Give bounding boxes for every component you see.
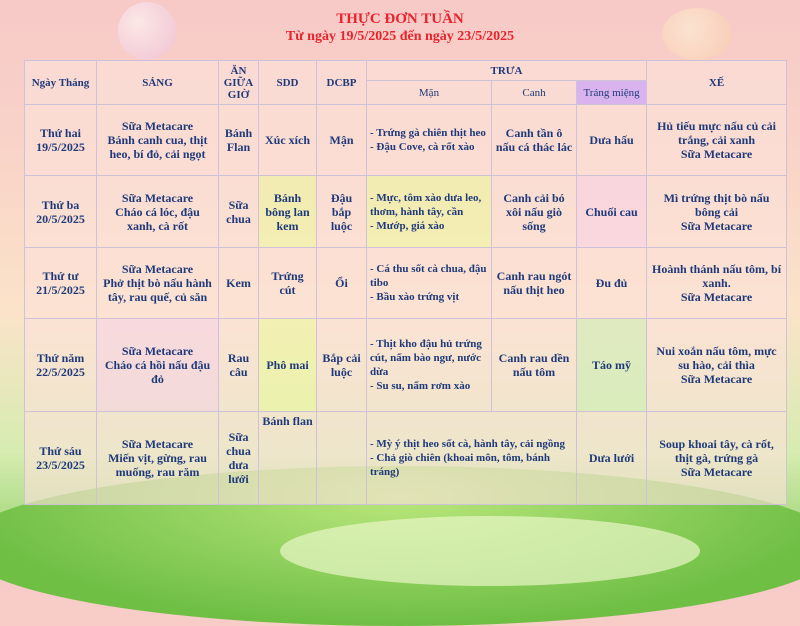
col-header-soup: Canh bbox=[492, 81, 577, 105]
savory-cell: - Trứng gà chiên thịt heo - Đậu Cove, cà rốt xào bbox=[367, 105, 492, 176]
dcbp-cell: Bắp cải luộc bbox=[317, 319, 367, 412]
soup-cell: Canh tần ô nấu cá thác lác bbox=[492, 105, 577, 176]
dessert-cell: Chuối cau bbox=[577, 176, 647, 247]
sdd-cell: Bánh bông lan kem bbox=[259, 176, 317, 247]
table-row bbox=[25, 247, 787, 318]
afternoon-cell: Hủ tiếu mực nấu củ cải trắng, cải xanh Sữa Metacare bbox=[647, 105, 787, 176]
midmorning-cell: Rau câu bbox=[219, 319, 259, 412]
savory-cell: - Cá thu sốt cà chua, đậu tibo - Bầu xào trứng vịt bbox=[367, 247, 492, 318]
sdd-cell: Trứng cút bbox=[259, 247, 317, 318]
savory-cell: - Thịt kho đậu hủ trứng cút, nấm bào ngư, nước dừa - Su su, nấm rơm xào bbox=[367, 319, 492, 412]
col-header-dcbp: DCBP bbox=[317, 61, 367, 105]
day-cell: Thứ hai 19/5/2025 bbox=[25, 105, 97, 176]
dcbp-cell: Mận bbox=[317, 105, 367, 176]
breakfast-cell: Sữa Metacare Bánh canh cua, thịt heo, bí đỏ, cải ngọt bbox=[97, 105, 219, 176]
menu-date-range: Từ ngày 19/5/2025 đến ngày 23/5/2025 bbox=[285, 29, 515, 44]
day-cell: Thứ sáu 23/5/2025 bbox=[25, 412, 97, 505]
dessert-cell: Táo mỹ bbox=[577, 319, 647, 412]
soup-cell: Canh rau dền nấu tôm bbox=[492, 319, 577, 412]
soup-cell: Canh cải bó xôi nấu giò sống bbox=[492, 176, 577, 247]
soup-cell: Canh rau ngót nấu thịt heo bbox=[492, 247, 577, 318]
col-header-lunch: TRƯA bbox=[367, 61, 647, 81]
dessert-cell: Dưa lưới bbox=[577, 412, 647, 505]
afternoon-cell: Soup khoai tây, cà rốt, thịt gà, trứng gà Sữa Metacare bbox=[647, 412, 787, 505]
col-header-breakfast: SÁNG bbox=[97, 61, 219, 105]
col-header-sdd: SDD bbox=[259, 61, 317, 105]
table-row bbox=[25, 319, 787, 412]
dessert-cell: Dưa hấu bbox=[577, 105, 647, 176]
dcbp-cell bbox=[317, 412, 367, 505]
breakfast-cell: Sữa Metacare Cháo cá hồi nấu đậu đỏ bbox=[97, 319, 219, 412]
savory-cell: - Mực, tôm xào dưa leo, thơm, hành tây, cần - Mướp, giá xào bbox=[367, 176, 492, 247]
midmorning-cell: Sữa chua bbox=[219, 176, 259, 247]
col-header-midmorning: ĂN GIỮA GIỜ bbox=[219, 61, 259, 105]
midmorning-cell: Kem bbox=[219, 247, 259, 318]
savory-cell: - Mỳ ý thịt heo sốt cà, hành tây, cải ngồng - Chả giò chiên (khoai môn, tôm, bánh tráng) bbox=[367, 412, 577, 505]
sdd-cell: Phô mai bbox=[259, 319, 317, 412]
sdd-cell: Xúc xích bbox=[259, 105, 317, 176]
midmorning-cell: Sữa chua dưa lưới bbox=[219, 412, 259, 505]
day-cell: Thứ năm 22/5/2025 bbox=[25, 319, 97, 412]
col-header-savory: Mặn bbox=[367, 81, 492, 105]
afternoon-cell: Hoành thánh nấu tôm, bí xanh. Sữa Metacare bbox=[647, 247, 787, 318]
day-cell: Thứ tư 21/5/2025 bbox=[25, 247, 97, 318]
sdd-cell: Bánh flan bbox=[259, 412, 317, 505]
breakfast-cell: Sữa Metacare Cháo cá lóc, đậu xanh, cà rốt bbox=[97, 176, 219, 247]
menu-title: THỰC ĐƠN TUẦN bbox=[336, 11, 464, 27]
day-cell: Thứ ba 20/5/2025 bbox=[25, 176, 97, 247]
table-row bbox=[25, 176, 787, 247]
col-header-date: Ngày Tháng bbox=[25, 61, 97, 105]
afternoon-cell: Nui xoắn nấu tôm, mực su hào, cải thìa Sữa Metacare bbox=[647, 319, 787, 412]
dessert-cell: Đu đủ bbox=[577, 247, 647, 318]
breakfast-cell: Sữa Metacare Miến vịt, gừng, rau muống, rau răm bbox=[97, 412, 219, 505]
table-row bbox=[25, 105, 787, 176]
afternoon-cell: Mì trứng thịt bò nấu bông cải Sữa Metacare bbox=[647, 176, 787, 247]
col-header-afternoon: XẾ bbox=[647, 61, 787, 105]
col-header-dessert: Tráng miệng bbox=[577, 81, 647, 105]
dcbp-cell: Ổi bbox=[317, 247, 367, 318]
decor-light-hill bbox=[280, 516, 700, 586]
dcbp-cell: Đậu bắp luộc bbox=[317, 176, 367, 247]
weekly-menu-table bbox=[24, 60, 787, 505]
breakfast-cell: Sữa Metacare Phở thịt bò nấu hành tây, rau quế, củ săn bbox=[97, 247, 219, 318]
table-row bbox=[25, 412, 787, 505]
menu-header bbox=[0, 10, 800, 46]
midmorning-cell: Bánh Flan bbox=[219, 105, 259, 176]
